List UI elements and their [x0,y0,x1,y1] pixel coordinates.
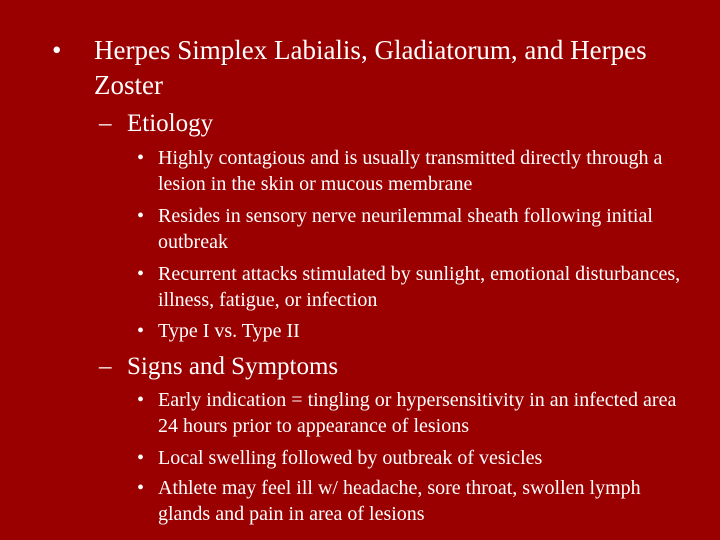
bullet-text: Type I vs. Type II [158,320,300,342]
bullet-item [137,475,697,527]
section-heading-signs-and-symptoms [99,352,689,382]
dash-icon: – [99,353,112,380]
bullet-item [137,445,697,471]
bullet-item [137,203,697,255]
bullet-item [137,145,697,197]
bullet-icon: • [137,389,145,411]
bullet-item [137,261,697,313]
slide-title-text: Herpes Simplex Labialis, Gladiatorum, and Herpes Zoster [94,35,647,100]
section-heading-text: Etiology [127,110,214,137]
slide-title [52,33,692,103]
bullet-item [137,387,697,439]
bullet-icon: • [52,35,62,65]
bullet-text: Highly contagious and is usually transmitted directly through a lesion in the skin or mucous membrane [158,147,663,195]
bullet-item [137,318,697,344]
bullet-icon: • [137,477,145,499]
bullet-icon: • [137,447,145,469]
bullet-text: Early indication = tingling or hypersensitivity in an infected area 24 hours prior to appearance of lesions [158,389,677,437]
bullet-text: Recurrent attacks stimulated by sunlight, emotional disturbances, illness, fatigue, or infection [158,263,681,311]
bullet-text: Athlete may feel ill w/ headache, sore throat, swollen lymph glands and pain in area of lesions [158,477,641,525]
bullet-icon: • [137,205,145,227]
bullet-icon: • [137,147,145,169]
bullet-icon: • [137,320,145,342]
section-heading-text: Signs and Symptoms [127,353,339,380]
section-heading-etiology [99,109,689,139]
bullet-text: Resides in sensory nerve neurilemmal sheath following initial outbreak [158,205,653,253]
dash-icon: – [99,110,112,137]
bullet-text: Local swelling followed by outbreak of vesicles [158,447,543,469]
bullet-icon: • [137,263,145,285]
